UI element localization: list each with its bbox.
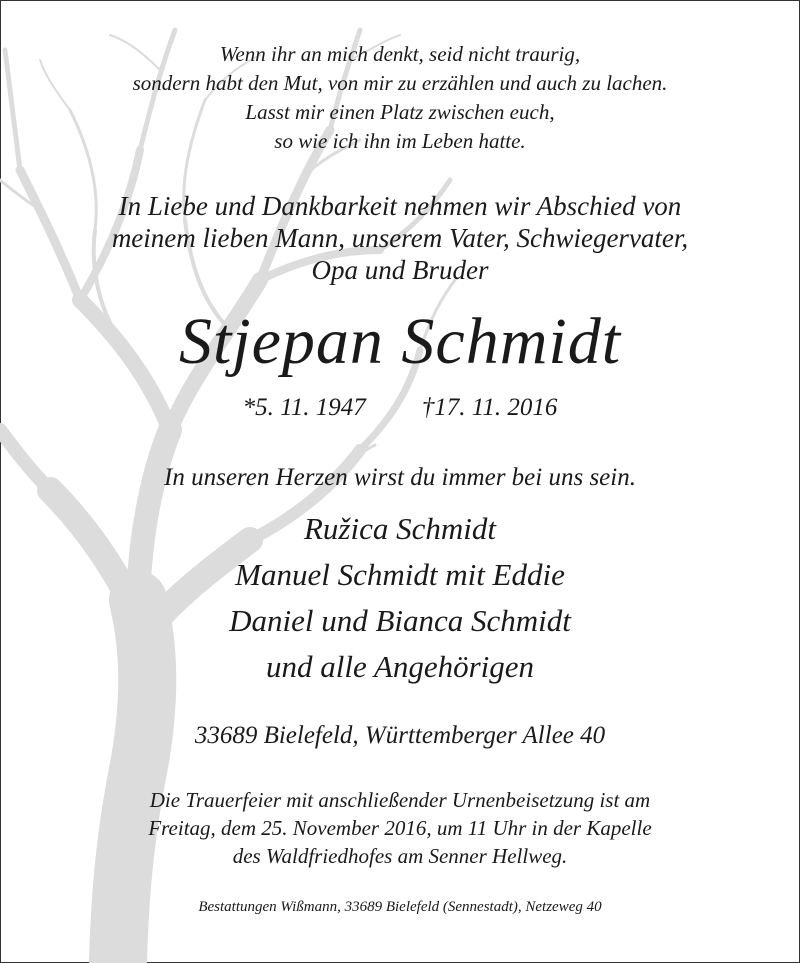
poem-line: Lasst mir einen Platz zwischen euch, (245, 100, 555, 124)
farewell-intro (0, 190, 800, 286)
intro-line: Opa und Bruder (311, 255, 489, 285)
service-line: des Waldfriedhofes am Senner Hellweg. (232, 844, 568, 868)
life-dates (0, 392, 800, 424)
mourner-name: Ružica Schmidt (304, 511, 496, 546)
deceased-name: Stjepan Schmidt (178, 305, 622, 378)
poem-line: so wie ich ihn im Leben hatte. (274, 129, 526, 153)
intro-line: In Liebe und Dankbarkeit nehmen wir Abschied von (118, 191, 682, 221)
mourners-list (0, 506, 800, 690)
undertaker-info: Bestattungen Wißmann, 33689 Bielefeld (Sennestadt), Netzeweg 40 (198, 899, 602, 915)
mourner-name: und alle Angehörigen (265, 649, 535, 684)
death-date: †17. 11. 2016 (421, 394, 558, 421)
poem-line: Wenn ihr an mich denkt, seid nicht traurig, (219, 42, 581, 66)
family-address: 33689 Bielefeld, Württemberger Allee 40 (194, 722, 606, 749)
mourner-name: Daniel und Bianca Schmidt (229, 603, 571, 638)
poem (0, 40, 800, 156)
memorial-line: In unseren Herzen wirst du immer bei uns sein. (164, 464, 636, 491)
funeral-service-info (0, 786, 800, 870)
service-line: Freitag, dem 25. November 2016, um 11 Uhr in der Kapelle (148, 816, 652, 840)
birth-date: *5. 11. 1947 (242, 394, 366, 421)
mourner-name: Manuel Schmidt mit Eddie (235, 557, 565, 592)
poem-line: sondern habt den Mut, von mir zu erzählen und auch zu lachen. (132, 71, 668, 95)
service-line: Die Trauerfeier mit anschließender Urnenbeisetzung ist am (149, 788, 651, 812)
intro-line: meinem lieben Mann, unserem Vater, Schwiegervater, (111, 223, 689, 253)
